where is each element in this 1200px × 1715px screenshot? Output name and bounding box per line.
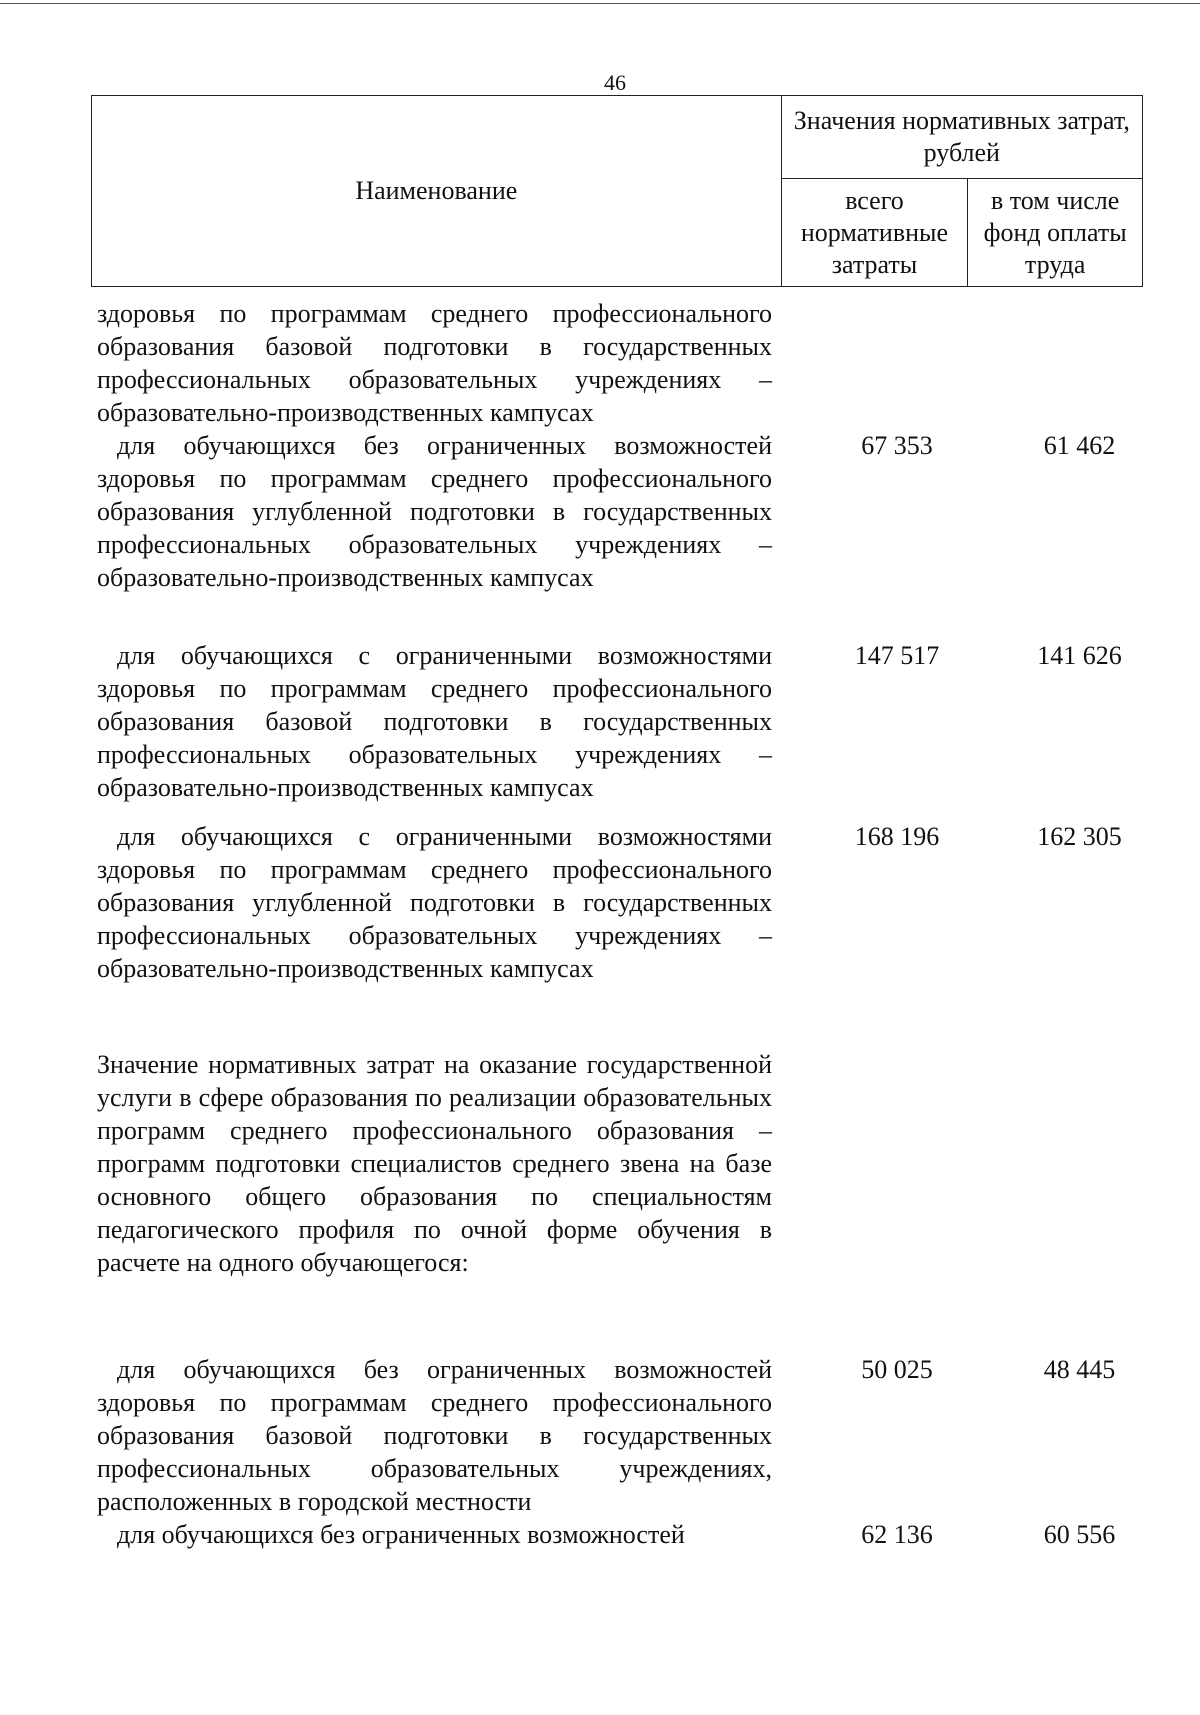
row-fund <box>1012 297 1147 429</box>
table-row <box>97 429 1147 639</box>
row-name: здоровья по программам среднего профессионального образования базовой подготовки в государственных профессиональных образовательных учреждениях – образовательно-производственных кампусах <box>97 299 772 427</box>
row-name: для обучающихся без ограниченных возможностей <box>117 1520 685 1549</box>
row-fund <box>1012 1048 1147 1353</box>
table-row <box>97 639 1147 820</box>
row-total: 62 136 <box>861 1520 933 1549</box>
row-fund: 61 462 <box>1043 431 1116 460</box>
row-fund: 162 305 <box>1037 822 1122 851</box>
table-row <box>97 297 1147 429</box>
table-header <box>91 95 1143 287</box>
row-fund: 48 445 <box>1043 1355 1116 1384</box>
row-name: для обучающихся без ограниченных возможностей здоровья по программам среднего профессионального образования базовой подготовки в государственных профессиональных образовательных учреждениях, расположенных в городской местности <box>97 1355 772 1516</box>
table-row <box>97 1048 1147 1353</box>
row-total: 50 025 <box>861 1355 933 1384</box>
row-total: 67 353 <box>861 431 933 460</box>
table-row <box>97 1518 1147 1558</box>
row-name: для обучающихся с ограниченными возможностями здоровья по программам среднего профессионального образования углубленной подготовки в государственных профессиональных образовательных учреждениях – образовательно-производственных кампусах <box>97 822 772 983</box>
table-body <box>97 297 1147 1558</box>
row-name: для обучающихся с ограниченными возможностями здоровья по программам среднего профессионального образования базовой подготовки в государственных профессиональных образовательных учреждениях – образовательно-производственных кампусах <box>97 641 772 802</box>
row-total: 147 517 <box>854 641 940 670</box>
table-row <box>97 820 1147 1048</box>
header-values-group: Значения нормативных затрат, рублей <box>781 96 1142 179</box>
row-total: 168 196 <box>854 822 940 851</box>
header-total: всего нормативные затраты <box>781 179 968 287</box>
row-name: для обучающихся без ограниченных возможностей здоровья по программам среднего профессионального образования углубленной подготовки в государственных профессиональных образовательных учреждениях – образовательно-производственных кампусах <box>97 431 772 592</box>
page-number: 46 <box>604 70 626 95</box>
row-total <box>772 297 1012 429</box>
header-name: Наименование <box>92 96 782 287</box>
row-name: Значение нормативных затрат на оказание государственной услуги в сфере образования по реализации образовательных программ среднего профессионального образования – программ подготовки специалистов среднего звена на базе основного общего образования по специальностям педагогического профиля по очной форме обучения в расчете на одного обучающегося: <box>97 1050 772 1277</box>
table-row <box>97 1353 1147 1518</box>
row-total <box>772 1048 1012 1353</box>
row-fund: 60 556 <box>1043 1520 1116 1549</box>
header-fund: в том числе фонд оплаты труда <box>968 179 1143 287</box>
row-fund: 141 626 <box>1037 641 1122 670</box>
top-border-line <box>0 3 1200 4</box>
